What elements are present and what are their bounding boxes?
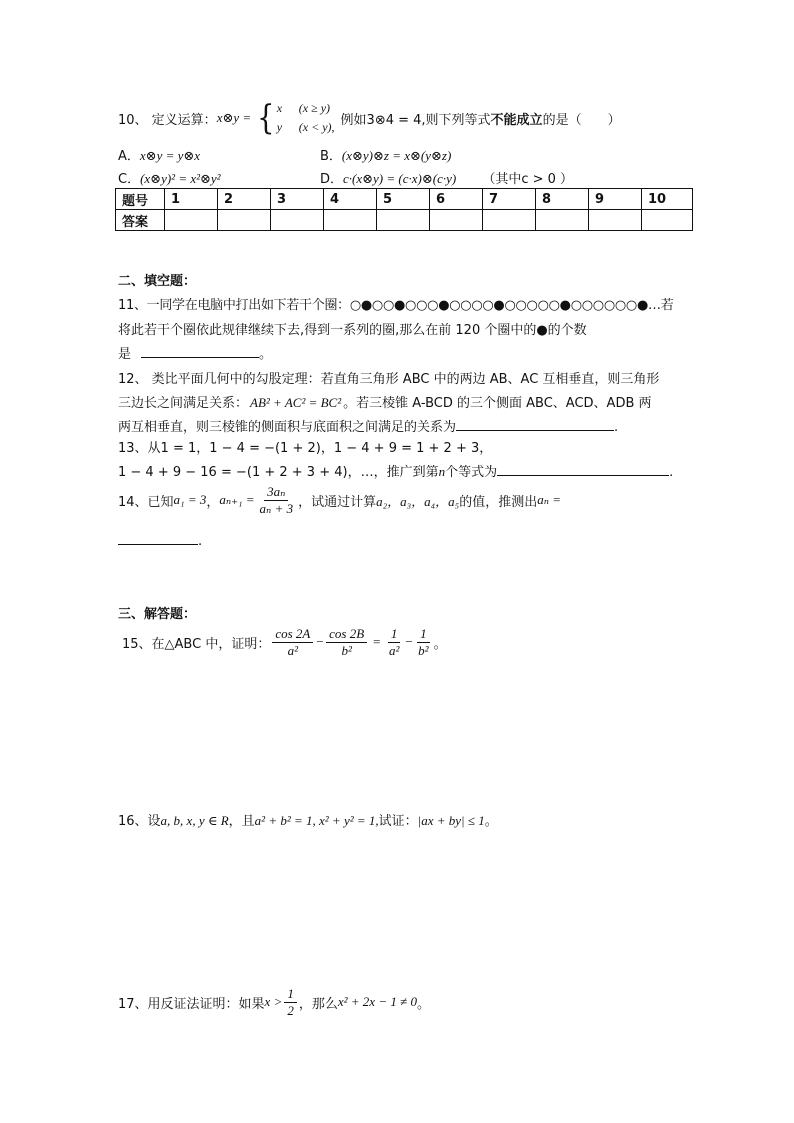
q12-text-c: 两互相垂直，则三棱锥的侧面积与底面积之间满足的关系为 xyxy=(118,420,457,435)
q14-recurrence-lhs: aₙ₊₁ = xyxy=(219,492,255,507)
q15-line xyxy=(122,620,447,664)
q13-line1: 13、从1 = 1，1 − 4 = −(1 + 2)，1 − 4 + 9 = 1 + 2 + 3， xyxy=(118,441,493,456)
table-cell: 8 xyxy=(536,189,589,210)
answer-cell[interactable] xyxy=(483,210,536,231)
q17-numerator: 1 xyxy=(284,987,297,1003)
table-cell: 3 xyxy=(271,189,324,210)
q10-option-a xyxy=(118,145,200,164)
table-cell: 4 xyxy=(324,189,377,210)
q15-eq: = xyxy=(372,634,381,649)
q10-emph: 不能成立 xyxy=(490,112,543,128)
option-d-note: （其中c > 0 ） xyxy=(482,172,574,187)
q15-den3: a² xyxy=(388,642,400,658)
q15-frac3 xyxy=(386,627,402,657)
table-cell: 6 xyxy=(430,189,483,210)
q14-an: aₙ = xyxy=(537,492,562,507)
q17-x: x > xyxy=(264,994,283,1009)
q15-num4: 1 xyxy=(417,627,430,643)
q14-answer-blank[interactable] xyxy=(118,532,198,545)
table-cell: 1 xyxy=(165,189,218,210)
answer-cell[interactable] xyxy=(218,210,271,231)
option-c-label: C． xyxy=(118,172,141,187)
q16-end: 。 xyxy=(484,814,498,829)
option-a-label: A． xyxy=(118,149,140,164)
q11-label: 是 xyxy=(118,347,132,362)
q15-num1: cos 2A xyxy=(272,627,313,643)
q17-expression: x² + 2x − 1 ≠ 0 xyxy=(337,994,417,1009)
q14-fraction xyxy=(257,485,297,515)
q15-den4: b² xyxy=(418,642,429,658)
answer-cell[interactable] xyxy=(642,210,693,231)
option-d-label: D． xyxy=(320,172,344,187)
q16-condition: a² + b² = 1, x² + y² = 1, xyxy=(254,813,379,828)
table-row-answers xyxy=(116,210,693,231)
q15-frac4 xyxy=(415,627,431,657)
q10-cases xyxy=(277,99,335,137)
q17-mid: ，那么 xyxy=(298,996,338,1012)
q16-prove: 试证： xyxy=(378,814,418,829)
q11-answer-blank[interactable] xyxy=(141,345,259,358)
q15-minus: − xyxy=(315,634,325,649)
table-cell: 5 xyxy=(377,189,430,210)
answer-cell[interactable] xyxy=(324,210,377,231)
option-b-label: B． xyxy=(320,149,342,164)
q11-line3 xyxy=(118,343,272,362)
q12-text-b: 。若三棱锥 A-BCD 的三个侧面 ABC、ACD、ADB 两 xyxy=(343,396,652,411)
q12-line1: 12、 类比平面几何中的勾股定理：若直角三角形 ABC 中的两边 AB、AC 互相垂直，则三角形 xyxy=(118,372,660,387)
q16-line xyxy=(118,810,498,829)
q13-text: 1 − 4 + 9 − 16 = −(1 + 2 + 3 + 4)，…，推广到第 xyxy=(118,465,439,480)
q12-end: . xyxy=(614,420,619,435)
q15-den1: a² xyxy=(287,642,299,658)
q13-text-b: 个等式为 xyxy=(445,465,498,480)
q14-line xyxy=(118,478,561,522)
q15-end: 。 xyxy=(433,636,447,652)
table-cell: 10 xyxy=(642,189,693,210)
q12-text: 三边长之间满足关系： xyxy=(118,396,249,411)
table-cell: 7 xyxy=(483,189,536,210)
q17-end: 。 xyxy=(416,996,430,1012)
q17-prefix: 17、用反证法证明：如果 xyxy=(118,996,265,1012)
q11-line1: 11、一同学在电脑中打出如下若干个圈：○●○○●○○○●○○○○●○○○○○●○○○○○○●…若 xyxy=(118,298,674,313)
option-d-text: c·(x⊗y) = (c·x)⊗(c·y) xyxy=(343,171,457,186)
q12-formula: AB² + AC² = BC² xyxy=(250,395,342,410)
q14-sep: ， xyxy=(206,494,220,510)
q10-line xyxy=(118,98,621,138)
answer-cell[interactable] xyxy=(165,210,218,231)
q15-frac2 xyxy=(326,627,367,657)
q10-brace: { xyxy=(257,98,275,138)
q10-case1-value: x xyxy=(276,101,283,115)
q10-option-b xyxy=(320,145,451,164)
option-a-text: x⊗y = y⊗x xyxy=(139,148,201,163)
q12-line2 xyxy=(118,392,652,411)
q13-answer-blank[interactable] xyxy=(497,463,669,476)
answer-cell[interactable] xyxy=(589,210,642,231)
q14-suffix: 的值，推测出 xyxy=(459,494,538,510)
q11-line2: 将此若干个圈依此规律继续下去,得到一系列的圈,那么在前 120 个圈中的●的个数 xyxy=(118,323,587,338)
q17-denominator: 2 xyxy=(287,1002,294,1018)
answer-cell[interactable] xyxy=(536,210,589,231)
q14-prefix: 14、已知 xyxy=(118,494,174,510)
answer-cell[interactable] xyxy=(271,210,324,231)
q15-den2: b² xyxy=(341,642,352,658)
q10-option-c xyxy=(118,168,221,187)
table-row-numbers xyxy=(116,189,693,210)
q15-num2: cos 2B xyxy=(326,627,367,643)
answer-table xyxy=(115,188,693,231)
q10-case2-value: y xyxy=(276,120,283,134)
q12-answer-blank[interactable] xyxy=(456,418,614,431)
q16-prefix: 16、设 xyxy=(118,814,161,829)
q14-mid: ，试通过计算 xyxy=(298,494,377,510)
q12-line3 xyxy=(118,416,618,435)
answer-cell[interactable] xyxy=(377,210,430,231)
q11-end: 。 xyxy=(259,347,273,362)
q15-minus-2: − xyxy=(404,634,414,649)
table-cell: 2 xyxy=(218,189,271,210)
q15-frac1 xyxy=(272,627,313,657)
q14-numerator: 3aₙ xyxy=(264,485,288,501)
q14-answer-line xyxy=(118,532,202,549)
q17-fraction xyxy=(284,987,297,1017)
q10-case1-cond: (x ≥ y) xyxy=(298,101,331,115)
q10-prefix: 10、 定义运算： xyxy=(118,112,217,128)
section3-title: 三、解答题： xyxy=(118,607,197,622)
option-c-text: (x⊗y)² = x²⊗y² xyxy=(140,171,221,186)
q15-num3: 1 xyxy=(388,627,401,643)
q10-case2-cond: (x < y), xyxy=(298,120,335,134)
q10-lhs: x⊗y = xyxy=(216,110,252,125)
q14-end: . xyxy=(198,534,203,549)
q10-suffix: 的是（ ） xyxy=(542,112,621,128)
q14-a1: a₁ = 3 xyxy=(173,492,207,507)
q13-end: . xyxy=(669,465,674,480)
table-cell: 9 xyxy=(589,189,642,210)
header-question-number: 题号 xyxy=(116,189,165,210)
q10-option-d xyxy=(320,168,573,187)
q16-inequality: |ax + by| ≤ 1 xyxy=(417,813,485,828)
answer-cell[interactable] xyxy=(430,210,483,231)
q14-denominator: aₙ + 3 xyxy=(259,500,294,516)
q10-example: 例如3⊗4 = 4,则下列等式 xyxy=(340,112,491,128)
q17-line xyxy=(118,980,430,1024)
q13-n: n xyxy=(438,464,446,479)
q16-mid: ，且 xyxy=(228,814,255,829)
header-answer: 答案 xyxy=(116,210,165,231)
q14-terms: a₂，a₃，a₄，a₅ xyxy=(376,493,460,509)
section2-title: 二、填空题： xyxy=(118,274,197,289)
q15-prefix: 15、在△ABC 中，证明： xyxy=(122,636,271,652)
option-b-text: (x⊗y)⊗z = x⊗(y⊗z) xyxy=(341,148,452,163)
q16-vars: a, b, x, y ∈ R xyxy=(160,813,229,828)
